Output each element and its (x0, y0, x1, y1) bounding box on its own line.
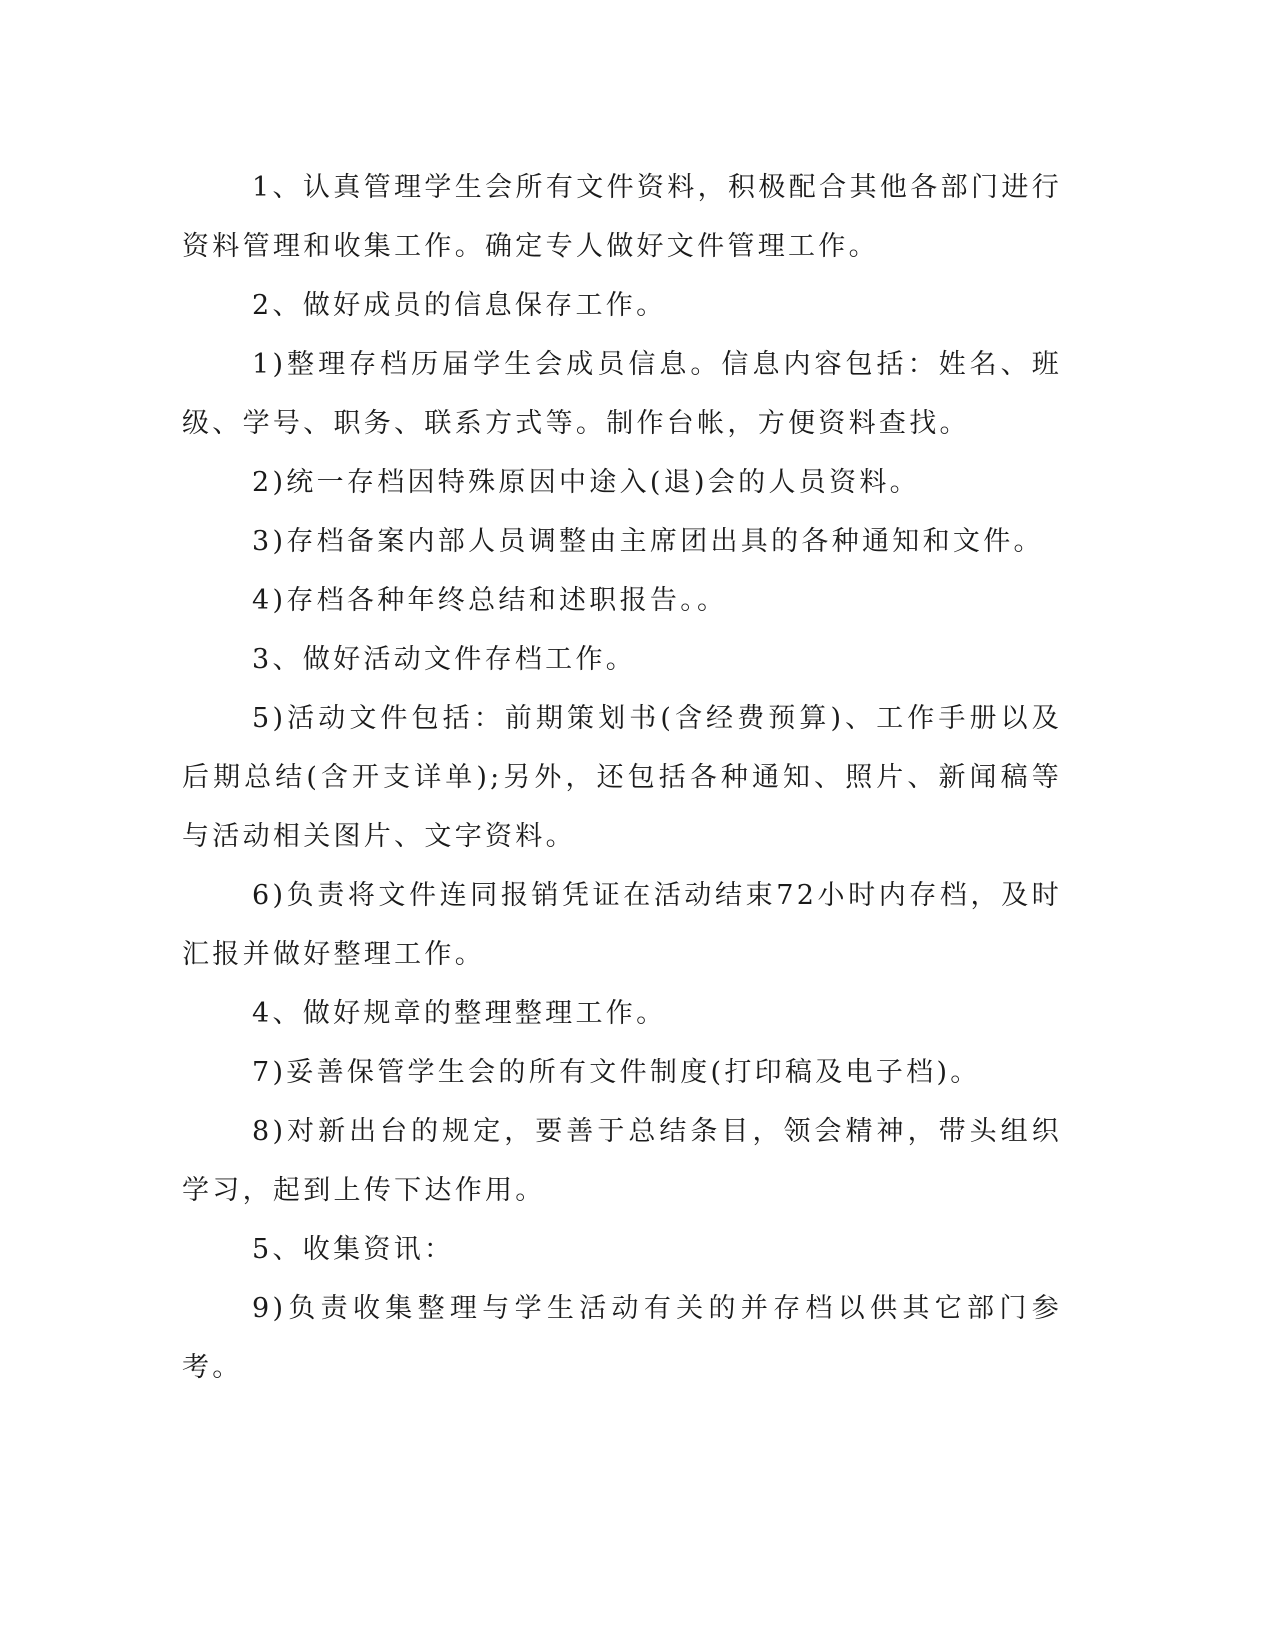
paragraph-subitem-6: 6)负责将文件连同报销凭证在活动结束72小时内存档，及时汇报并做好整理工作。 (182, 880, 1062, 970)
paragraph-item-3: 3、做好活动文件存档工作。 (252, 644, 637, 675)
document-body (182, 158, 1062, 1397)
paragraph-item-2: 2、做好成员的信息保存工作。 (252, 290, 667, 321)
paragraph-item-4: 4、做好规章的整理整理工作。 (252, 998, 667, 1029)
paragraph-subitem-5: 5)活动文件包括：前期策划书(含经费预算)、工作手册以及后期总结(含开支详单);另外，还包括各种通知、照片、新闻稿等与活动相关图片、文字资料。 (182, 703, 1062, 852)
paragraph-subitem-1: 1)整理存档历届学生会成员信息。信息内容包括：姓名、班级、学号、职务、联系方式等。制作台帐，方便资料查找。 (182, 349, 1062, 439)
paragraph-subitem-9: 9)负责收集整理与学生活动有关的并存档以供其它部门参考。 (182, 1293, 1062, 1383)
paragraph-subitem-2: 2)统一存档因特殊原因中途入(退)会的人员资料。 (252, 467, 920, 498)
paragraph-subitem-8: 8)对新出台的规定，要善于总结条目，领会精神，带头组织学习，起到上传下达作用。 (182, 1116, 1062, 1206)
paragraph-subitem-4: 4)存档各种年终总结和述职报告。。 (252, 585, 728, 616)
paragraph-subitem-7: 7)妥善保管学生会的所有文件制度(打印稿及电子档)。 (252, 1057, 981, 1088)
paragraph-item-5: 5、收集资讯： (252, 1234, 455, 1265)
paragraph-item-1: 1、认真管理学生会所有文件资料，积极配合其他各部门进行资料管理和收集工作。确定专人做好文件管理工作。 (182, 172, 1062, 262)
paragraph-subitem-3: 3)存档备案内部人员调整由主席团出具的各种通知和文件。 (252, 526, 1044, 557)
